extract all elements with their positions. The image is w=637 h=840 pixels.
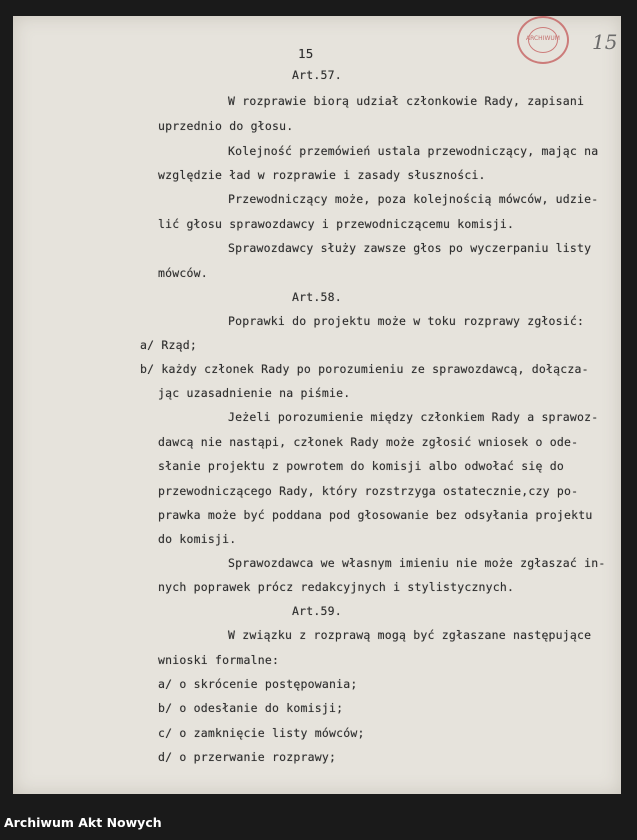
text-line: względzie ład w rozprawie i zasady słuszności. <box>158 168 486 182</box>
list-item: b/ o odesłanie do komisji; <box>158 701 344 715</box>
article-heading: Art.58. <box>292 290 342 304</box>
text-line: Poprawki do projektu może w toku rozprawy zgłosić: <box>228 314 585 328</box>
text-line: Sprawozdawcy służy zawsze głos po wyczerpaniu listy <box>228 241 592 255</box>
folio-number: 15 <box>592 30 618 54</box>
archive-stamp <box>517 16 569 64</box>
text-line: przewodniczącego Rady, który rozstrzyga ostatecznie,czy po- <box>158 484 579 498</box>
text-line: wnioski formalne: <box>158 653 280 667</box>
list-item: b/ każdy członek Rady po porozumieniu ze sprawozdawcą, dołącza- <box>140 362 589 376</box>
text-line: Jeżeli porozumienie między członkiem Rady a sprawoz- <box>228 410 599 424</box>
text-line: słanie projektu z powrotem do komisji albo odwołać się do <box>158 459 565 473</box>
text-line: Przewodniczący może, poza kolejnością mówców, udzie- <box>228 192 599 206</box>
stamp-text: ARCHIWUM <box>526 35 560 42</box>
text-line: uprzednio do głosu. <box>158 119 294 133</box>
text-line: dawcą nie nastąpi, członek Rady może zgłosić wniosek o ode- <box>158 435 579 449</box>
text-line: mówców. <box>158 266 208 280</box>
text-line: lić głosu sprawozdawcy i przewodniczącemu komisji. <box>158 217 515 231</box>
list-item: d/ o przerwanie rozprawy; <box>158 750 337 764</box>
article-heading: Art.59. <box>292 604 342 618</box>
text-line: jąc uzasadnienie na piśmie. <box>158 386 351 400</box>
list-item: a/ o skrócenie postępowania; <box>158 677 358 691</box>
text-line: do komisji. <box>158 532 237 546</box>
text-line: nych poprawek prócz redakcyjnych i stylistycznych. <box>158 580 515 594</box>
list-item: a/ Rząd; <box>140 338 197 352</box>
text-line: prawka może być poddana pod głosowanie bez odsyłania projektu <box>158 508 593 522</box>
text-line: W związku z rozprawą mogą być zgłaszane następujące <box>228 628 592 642</box>
text-line: Sprawozdawca we własnym imieniu nie może zgłaszać in- <box>228 556 606 570</box>
text-line: Kolejność przemówień ustala przewodniczący, mając na <box>228 144 599 158</box>
text-line: W rozprawie biorą udział członkowie Rady, zapisani <box>228 94 585 108</box>
archive-footer-label: Archiwum Akt Nowych <box>4 815 162 830</box>
page-number: 15 <box>298 46 314 61</box>
list-item: c/ o zamknięcie listy mówców; <box>158 726 365 740</box>
article-heading: Art.57. <box>292 68 342 82</box>
